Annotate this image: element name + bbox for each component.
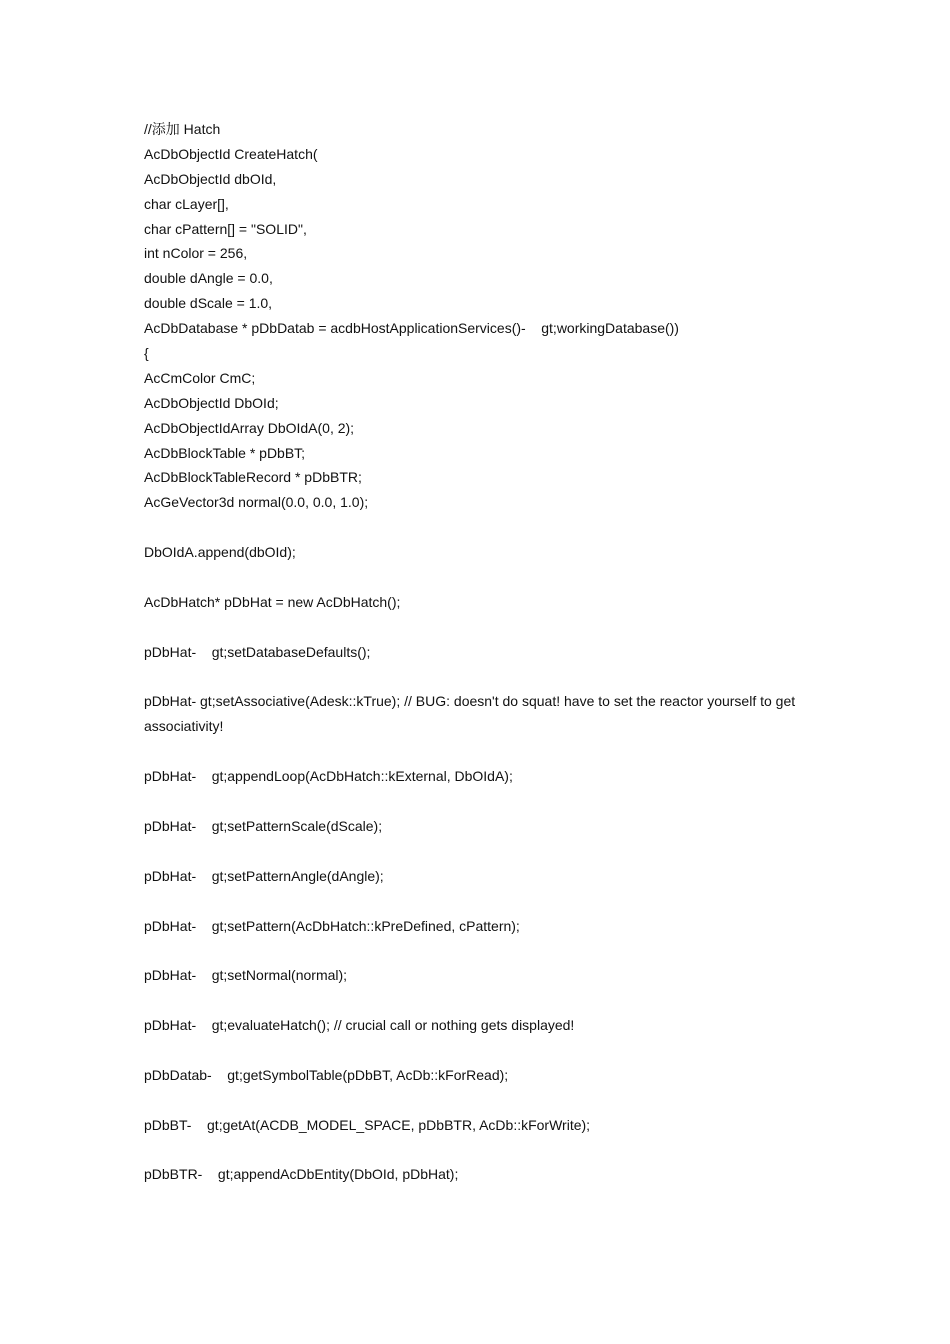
parameter-line: double dScale = 1.0, <box>144 295 273 312</box>
blank-line <box>144 565 844 590</box>
blank-line <box>144 1088 844 1113</box>
statement-line: pDbBTR- gt;appendAcDbEntity(DbOId, pDbHat); <box>144 1166 459 1183</box>
parameter-line: int nColor = 256, <box>144 245 248 262</box>
declaration-line: AcDbBlockTable * pDbBT; <box>144 444 306 461</box>
blank-line <box>144 1138 844 1163</box>
blank-line <box>144 1038 844 1063</box>
blank-line <box>144 889 844 914</box>
comment-line: //添加 Hatch <box>144 121 221 137</box>
blank-line <box>144 839 844 864</box>
statement-line: pDbHat- gt;setDatabaseDefaults(); <box>144 643 371 660</box>
declaration-line: AcCmColor CmC; <box>144 369 256 386</box>
code-listing <box>144 117 844 1187</box>
blank-line <box>144 665 844 690</box>
statement-line: pDbBT- gt;getAt(ACDB_MODEL_SPACE, pDbBTR, AcDb::kForWrite); <box>144 1116 591 1133</box>
statement-line: pDbHat- gt;setNormal(normal); <box>144 967 348 984</box>
blank-line <box>144 938 844 963</box>
blank-line <box>144 615 844 640</box>
blank-line <box>144 789 844 814</box>
statement-line: pDbDatab- gt;getSymbolTable(pDbBT, AcDb::kForRead); <box>144 1066 509 1083</box>
parameter-line: double dAngle = 0.0, <box>144 270 273 287</box>
statement-line: pDbHat- gt;evaluateHatch(); // crucial call or nothing gets displayed! <box>144 1017 575 1034</box>
parameter-line: AcDbObjectId dbOId, <box>144 170 277 187</box>
parameter-line: char cLayer[], <box>144 195 229 212</box>
declaration-line: AcDbObjectId DbOId; <box>144 394 279 411</box>
statement-line: pDbHat- gt;setPattern(AcDbHatch::kPreDefined, cPattern); <box>144 917 520 934</box>
statement-line: AcDbHatch* pDbHat = new AcDbHatch(); <box>144 593 401 610</box>
blank-line <box>144 739 844 764</box>
declaration-line: AcDbObjectIdArray DbOIdA(0, 2); <box>144 419 355 436</box>
declaration-line: AcGeVector3d normal(0.0, 0.0, 1.0); <box>144 494 369 511</box>
statement-line: pDbHat- gt;setAssociative(Adesk::kTrue); // BUG: doesn't do squat! have to set the reactor yourself to get associativity! <box>144 693 796 735</box>
statement-line: pDbHat- gt;setPatternAngle(dAngle); <box>144 867 384 884</box>
statement-line: DbOIdA.append(dbOId); <box>144 544 296 561</box>
function-signature-line: AcDbObjectId CreateHatch( <box>144 145 318 162</box>
parameter-line: char cPattern[] = "SOLID", <box>144 220 307 237</box>
blank-line <box>144 988 844 1013</box>
statement-line: pDbHat- gt;setPatternScale(dScale); <box>144 817 383 834</box>
declaration-line: AcDbBlockTableRecord * pDbBTR; <box>144 469 362 486</box>
blank-line <box>144 515 844 540</box>
open-brace-line: { <box>144 345 149 362</box>
parameter-line: AcDbDatabase * pDbDatab = acdbHostApplicationServices()- gt;workingDatabase()) <box>144 320 679 337</box>
statement-line: pDbHat- gt;appendLoop(AcDbHatch::kExternal, DbOIdA); <box>144 768 513 785</box>
